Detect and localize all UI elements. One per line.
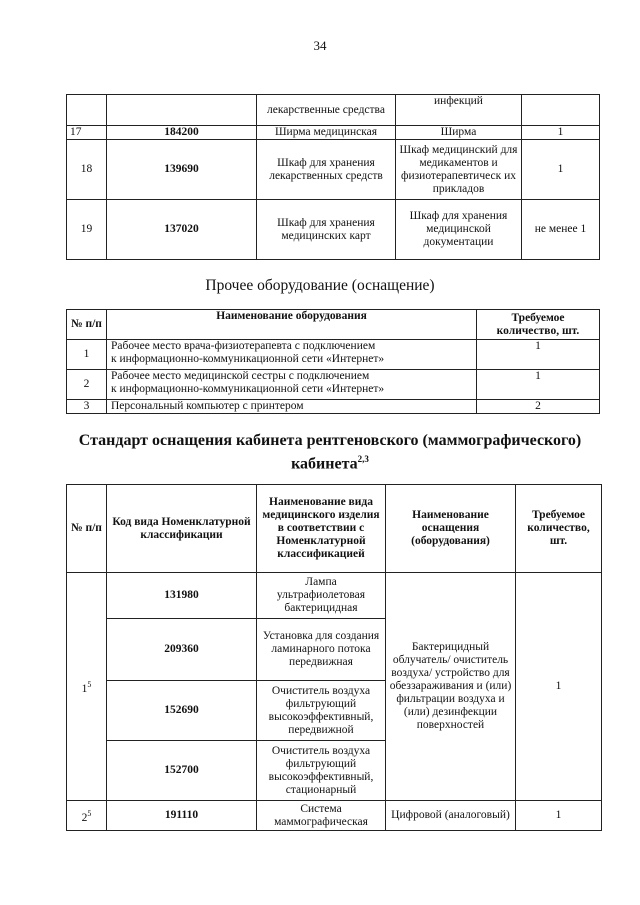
row-qty xyxy=(522,95,600,126)
row-qty: 1 xyxy=(522,140,600,200)
row-number xyxy=(67,95,107,126)
row-name: Установка для создания ламинарного потока передвижная xyxy=(257,619,386,681)
row-qty: 2 xyxy=(477,400,600,414)
row-qty: 1 xyxy=(522,126,600,140)
row-number: 18 xyxy=(67,140,107,200)
row-number-footnote: 5 xyxy=(87,808,92,818)
row-number-value: 2 xyxy=(81,811,88,824)
table-row xyxy=(67,95,600,126)
header-code: Код вида Номенклатурной классификации xyxy=(107,485,257,573)
section-heading: Прочее оборудование (оснащение) xyxy=(205,277,435,294)
row-name: Ширма медицинская xyxy=(257,126,396,140)
row-code: 137020 xyxy=(107,200,257,260)
table-row xyxy=(67,370,600,400)
table-row xyxy=(67,340,600,370)
header-equipment: Наименование оснащения (оборудования) xyxy=(386,485,516,573)
row-number xyxy=(67,573,107,801)
row-number: 17 xyxy=(67,126,107,140)
row-equipment: Цифровой (аналоговый) xyxy=(386,801,516,831)
row-equipment: Шкаф для хранения медицинской документации xyxy=(396,200,522,260)
header-name: Наименование вида медицинского изделия в соответствии с Номенклатурной классификацией xyxy=(257,485,386,573)
row-number-value: 1 xyxy=(81,682,88,695)
row-code: 191110 xyxy=(107,801,257,831)
row-code: 131980 xyxy=(107,573,257,619)
row-code xyxy=(107,95,257,126)
row-number: 1 xyxy=(67,340,107,370)
row-number: 2 xyxy=(67,370,107,400)
row-number xyxy=(67,801,107,831)
row-name-line1: Рабочее место врача-физиотерапевта с подключением xyxy=(111,340,376,352)
standard-title xyxy=(60,431,600,473)
row-code: 209360 xyxy=(107,619,257,681)
row-name-line2: к информационно-коммуникационной сети «Интернет» xyxy=(111,383,385,395)
row-code: 139690 xyxy=(107,140,257,200)
header-qty: Требуемое количество, шт. xyxy=(516,485,602,573)
xray-standard-table xyxy=(66,484,602,831)
other-equipment-table xyxy=(66,309,600,414)
standard-title-line2-wrap xyxy=(60,450,600,473)
row-name xyxy=(107,340,477,370)
table-header-row xyxy=(67,310,600,340)
row-code: 184200 xyxy=(107,126,257,140)
row-name xyxy=(107,370,477,400)
row-name-line1: Рабочее место медицинской сестры с подключением xyxy=(111,370,370,382)
equipment-table-continued xyxy=(66,94,600,260)
header-num: № п/п xyxy=(67,485,107,573)
standard-title-line2: кабинета xyxy=(291,455,358,473)
row-name: Очиститель воздуха фильтрующий высокоэффективный, передвижной xyxy=(257,681,386,741)
row-name: Шкаф для хранения лекарственных средств xyxy=(257,140,396,200)
table-row xyxy=(67,126,600,140)
row-name-line2: к информационно-коммуникационной сети «Интернет» xyxy=(111,353,385,365)
table-row xyxy=(67,801,602,831)
row-qty: 1 xyxy=(477,340,600,370)
row-name: Система маммографическая xyxy=(257,801,386,831)
table-row xyxy=(67,400,600,414)
row-name: Очиститель воздуха фильтрующий высокоэффективный, стационарный xyxy=(257,741,386,801)
row-number: 19 xyxy=(67,200,107,260)
page-number: 34 xyxy=(313,38,327,53)
row-name xyxy=(107,400,477,414)
header-name: Наименование оборудования xyxy=(107,310,477,340)
standard-title-line1: Стандарт оснащения кабинета рентгеновского (маммографического) xyxy=(78,432,582,449)
row-name: Лампа ультрафиолетовая бактерицидная xyxy=(257,573,386,619)
row-code: 152690 xyxy=(107,681,257,741)
table-row xyxy=(67,140,600,200)
row-number: 3 xyxy=(67,400,107,414)
standard-title-footnote: 2,3 xyxy=(357,454,369,464)
row-name-line1: Персональный компьютер с принтером xyxy=(111,400,304,412)
row-equipment: инфекций xyxy=(396,95,522,126)
row-equipment: Шкаф медицинский для медикаментов и физиотерапевтическ их прикладов xyxy=(396,140,522,200)
row-code: 152700 xyxy=(107,741,257,801)
row-equipment: Бактерицидный облучатель/ очиститель воздуха/ устройство для обеззараживания и (или) фильтрации воздуха и (или) дезинфекции поверхностей xyxy=(386,573,516,801)
table-row xyxy=(67,200,600,260)
table-header-row xyxy=(67,485,602,573)
row-qty: не менее 1 xyxy=(522,200,600,260)
row-name: Шкаф для хранения медицинских карт xyxy=(257,200,396,260)
row-name: лекарственные средства xyxy=(257,95,396,126)
row-qty: 1 xyxy=(516,573,602,801)
row-qty: 1 xyxy=(516,801,602,831)
row-number-footnote: 5 xyxy=(87,679,92,689)
header-qty: Требуемое количество, шт. xyxy=(477,310,600,340)
header-num: № п/п xyxy=(67,310,107,340)
row-equipment: Ширма xyxy=(396,126,522,140)
table-row xyxy=(67,573,602,619)
row-qty: 1 xyxy=(477,370,600,400)
